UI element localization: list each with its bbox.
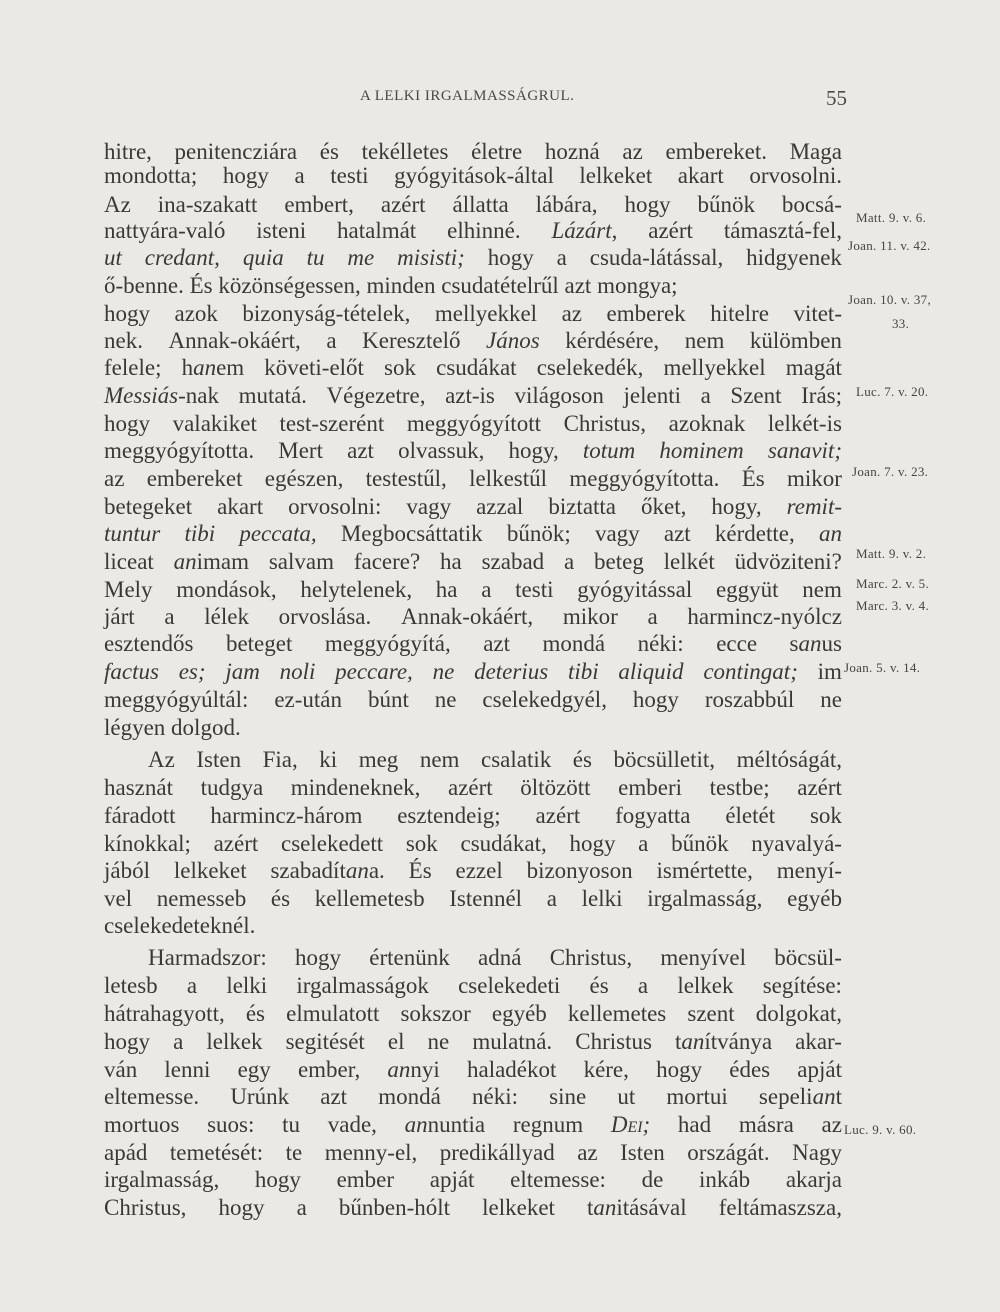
- text-line: factus es; jam noli peccare, ne deterius tibi aliquid contingat; im: [104, 659, 842, 684]
- text-line: az embereket egészen, testestűl, lelkestűl meggyógyította. És mikor: [104, 466, 842, 491]
- text-line: hátrahagyott, és elmulatott sokszor egyéb kellemetes szent dolgokat,: [104, 1001, 842, 1026]
- text-line: liceat animam salvam facere? ha szabad a beteg lelkét üdvöziteni?: [104, 549, 842, 574]
- text-line: Harmadszor: hogy értenünk adná Christus, menyível böcsül-: [148, 945, 842, 970]
- text-line: hasznát tudgya mindeneknek, azért öltözött emberi testbe; azért: [104, 775, 842, 800]
- text-line: meggyógyította. Mert azt olvassuk, hogy, totum hominem sanavit;: [104, 438, 842, 463]
- text-line: Mely mondások, helytelenek, ha a testi gyógyitással eggyüt nem: [104, 577, 842, 602]
- text-line: esztendős beteget meggyógyítá, azt mondá néki: ecce sanus: [104, 631, 842, 656]
- text-line: letesb a lelki irgalmasságok cselekedeti és a lelkek segítése:: [104, 973, 842, 998]
- text-line: meggyógyúltál: ez-után búnt ne cselekedgyél, hogy roszabbúl ne: [104, 687, 842, 712]
- text-line: betegeket akart orvosolni: vagy azzal biztatta őket, hogy, remit-: [104, 494, 842, 519]
- text-line: ván lenni egy ember, annyi haladékot kére, hogy édes apját: [104, 1057, 842, 1082]
- margin-note: Joan. 5. v. 14.: [844, 660, 921, 675]
- text-line: hogy azok bizonyság-tételek, mellyekkel az emberek hitelre vitet-: [104, 301, 842, 326]
- margin-note: Joan. 7. v. 23.: [852, 464, 929, 479]
- text-line: Az Isten Fia, ki meg nem csalatik és böcsülletit, méltóságát,: [148, 747, 842, 772]
- text-line: nattyára-való isteni hatalmát elhinné. Lázárt, azért támasztá-fel,: [104, 218, 842, 243]
- text-line: vel nemesseb és kellemetesb Istennél a lelki irgalmasság, egyéb: [104, 886, 842, 911]
- text-line: mortuos suos: tu vade, annuntia regnum Dei; had másra az: [104, 1112, 842, 1137]
- margin-note: Matt. 9. v. 2.: [856, 546, 927, 561]
- text-line: eltemesse. Urúnk azt mondá néki: sine ut mortui sepeliant: [104, 1084, 842, 1109]
- text-line: kínokkal; azért cselekedett sok csudákat, hogy a bűnök nyavalyá-: [104, 831, 842, 856]
- text-line: felele; hanem követi-előt sok csudákat cselekedék, mellyekkel magát: [104, 355, 842, 380]
- margin-note: Joan. 10. v. 37,: [848, 292, 932, 307]
- margin-note: Joan. 11. v. 42.: [848, 238, 931, 253]
- text-line: Messiás-nak mutatá. Végezetre, azt-is világoson jelenti a Szent Irás;: [104, 383, 842, 408]
- text-line: jából lelkeket szabadítana. És ezzel bizonyoson ismértette, menyí-: [104, 858, 842, 883]
- text-line: légyen dolgod.: [104, 715, 241, 740]
- text-line: nek. Annak-okáért, a Keresztelő János kérdésére, nem külömben: [104, 328, 842, 353]
- margin-note: Marc. 2. v. 5.: [856, 576, 930, 591]
- margin-note: Marc. 3. v. 4.: [856, 598, 930, 613]
- page-number: 55: [826, 86, 847, 110]
- text-line: hitre, penitencziára és tekélletes életre hozná az embereket. Maga: [104, 139, 842, 164]
- text-line: fáradott harmincz-három esztendeig; azért fogyatta életét sok: [104, 803, 842, 828]
- text-line: ő-benne. És közönségessen, minden csudatételrűl azt mongya;: [104, 273, 678, 298]
- text-line: tuntur tibi peccata, Megbocsáttatik bűnök; vagy azt kérdette, an: [104, 521, 842, 546]
- text-line: hogy a lelkek segitését el ne mulatná. Christus tanítványa akar-: [104, 1029, 842, 1054]
- text-line: Az ina-szakatt embert, azért állatta lábára, hogy bűnök bocsá-: [104, 192, 842, 217]
- margin-note: Luc. 9. v. 60.: [844, 1122, 917, 1137]
- text-line: mondotta; hogy a testi gyógyitások-által lelkeket akart orvosolni.: [104, 163, 842, 188]
- margin-note: Luc. 7. v. 20.: [856, 384, 929, 399]
- running-title: A LELKI IRGALMASSÁGRUL.: [360, 88, 575, 104]
- margin-note: Matt. 9. v. 6.: [856, 210, 927, 225]
- text-line: Christus, hogy a bűnben-hólt lelkeket tanitásával feltámaszsza,: [104, 1195, 842, 1220]
- text-line: hogy valakiket test-szerént meggyógyított Christus, azoknak lelkét-is: [104, 411, 842, 436]
- text-line: irgalmasság, hogy ember apját eltemesse: de inkáb akarja: [104, 1167, 842, 1192]
- text-line: ut credant, quia tu me misisti; hogy a csuda-látással, hidgyenek: [104, 245, 842, 270]
- text-line: járt a lélek orvoslása. Annak-okáért, mikor a harmincz-nyólcz: [104, 604, 842, 629]
- margin-note: 33.: [892, 316, 910, 331]
- text-line: cselekedeteknél.: [104, 913, 256, 938]
- text-line: apád temetését: te menny-el, predikállyad az Isten országát. Nagy: [104, 1140, 842, 1165]
